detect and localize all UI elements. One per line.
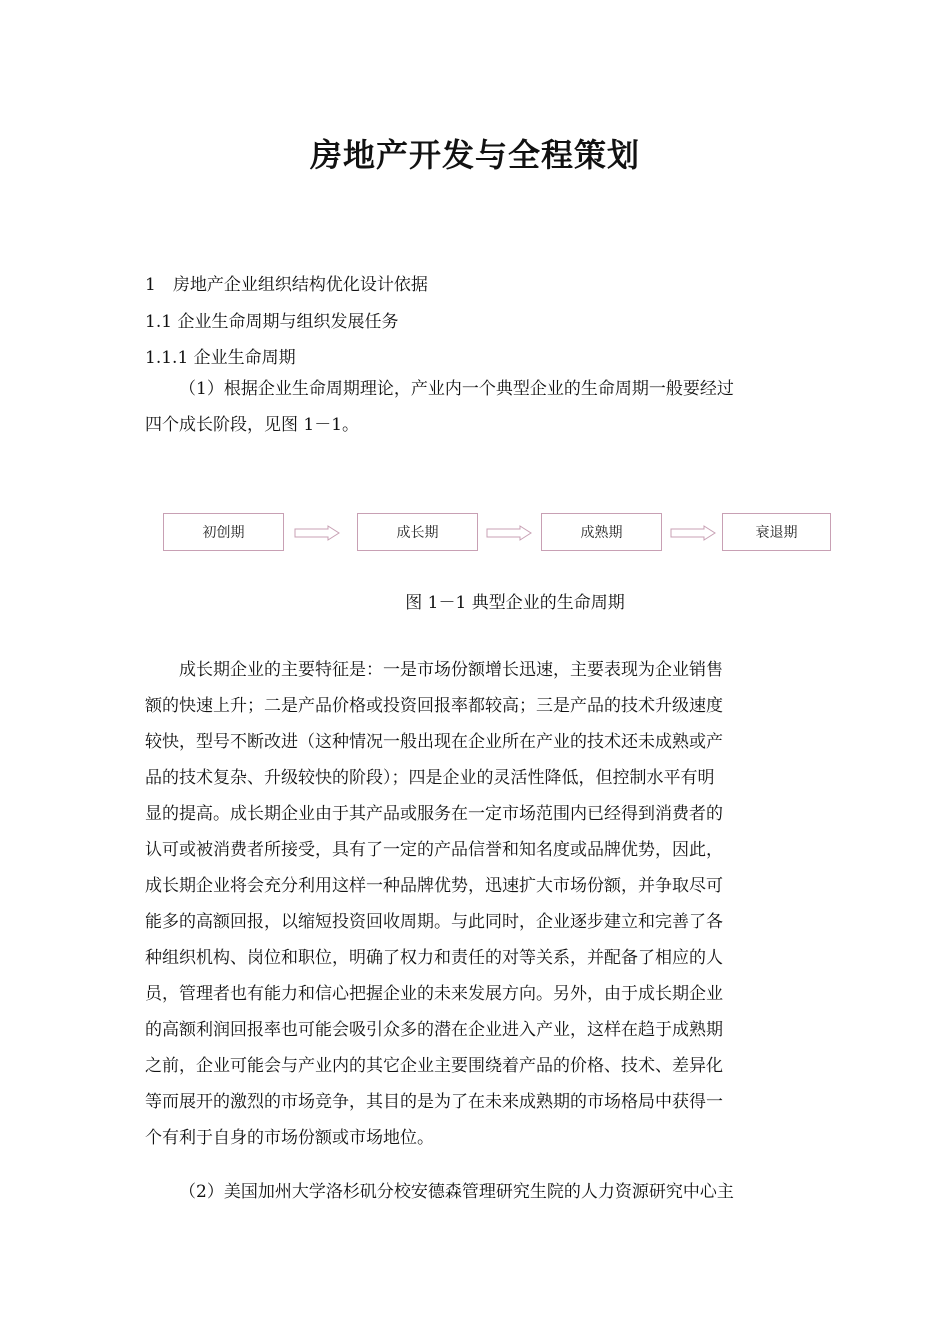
paragraph-2-line: 种组织机构、岗位和职位，明确了权力和责任的对等关系，并配备了相应的人 bbox=[145, 948, 723, 968]
paragraph-3 bbox=[145, 1174, 807, 1210]
paragraph-2-line: 的高额利润回报率也可能会吸引众多的潜在企业进入产业，这样在趋于成熟期 bbox=[145, 1020, 723, 1040]
right-arrow-icon bbox=[294, 525, 340, 541]
right-arrow-icon bbox=[670, 525, 716, 541]
paragraph-1 bbox=[145, 371, 807, 443]
paragraph-2-line: 额的快速上升；二是产品价格或投资回报率都较高；三是产品的技术升级速度 bbox=[145, 696, 723, 716]
paragraph-2-line: 认可或被消费者所接受，具有了一定的产品信誉和知名度或品牌优势，因此， bbox=[145, 840, 723, 860]
paragraph-2-line: 个有利于自身的市场份额或市场地位。 bbox=[145, 1128, 434, 1148]
right-arrow-icon bbox=[486, 525, 532, 541]
paragraph-3-line: （2）美国加州大学洛杉矶分校安德森管理研究生院的人力资源研究中心主 bbox=[179, 1182, 734, 1202]
stage-growth-box: 成长期 bbox=[357, 513, 478, 551]
section-heading-1-1: 1.1 企业生命周期与组织发展任务 bbox=[145, 312, 399, 332]
paragraph-2-line: 较快，型号不断改进（这种情况一般出现在企业所在产业的技术还未成熟或产 bbox=[145, 732, 723, 752]
paragraph-2-line: 之前，企业可能会与产业内的其它企业主要围绕着产品的价格、技术、差异化 bbox=[145, 1056, 723, 1076]
paragraph-2-line: 成长期企业的主要特征是：一是市场份额增长迅速，主要表现为企业销售 bbox=[179, 660, 723, 680]
stage-maturity-box: 成熟期 bbox=[541, 513, 662, 551]
stage-startup-box: 初创期 bbox=[163, 513, 284, 551]
paragraph-2-line: 显的提高。成长期企业由于其产品或服务在一定市场范围内已经得到消费者的 bbox=[145, 804, 723, 824]
paragraph-2 bbox=[145, 652, 807, 1156]
document-title: 房地产开发与全程策划 bbox=[309, 136, 640, 174]
paragraph-2-line: 能多的高额回报，以缩短投资回收周期。与此同时，企业逐步建立和完善了各 bbox=[145, 912, 723, 932]
paragraph-1-line: （1）根据企业生命周期理论，产业内一个典型企业的生命周期一般要经过 bbox=[179, 379, 734, 399]
paragraph-2-line: 品的技术复杂、升级较快的阶段）；四是企业的灵活性降低，但控制水平有明 bbox=[145, 768, 715, 788]
paragraph-2-line: 成长期企业将会充分利用这样一种品牌优势，迅速扩大市场份额，并争取尽可 bbox=[145, 876, 723, 896]
paragraph-1-line: 四个成长阶段，见图 1－1。 bbox=[145, 415, 360, 435]
section-heading-1-1-1: 1.1.1 企业生命周期 bbox=[145, 348, 296, 368]
figure-caption: 图 1－1 典型企业的生命周期 bbox=[405, 593, 625, 613]
paragraph-2-line: 等而展开的激烈的市场竞争，其目的是为了在未来成熟期的市场格局中获得一 bbox=[145, 1092, 723, 1112]
stage-decline-box: 衰退期 bbox=[722, 513, 831, 551]
paragraph-2-line: 员，管理者也有能力和信心把握企业的未来发展方向。另外，由于成长期企业 bbox=[145, 984, 723, 1004]
lifecycle-diagram bbox=[0, 513, 950, 555]
section-heading-1: 1 房地产企业组织结构优化设计依据 bbox=[145, 275, 428, 295]
